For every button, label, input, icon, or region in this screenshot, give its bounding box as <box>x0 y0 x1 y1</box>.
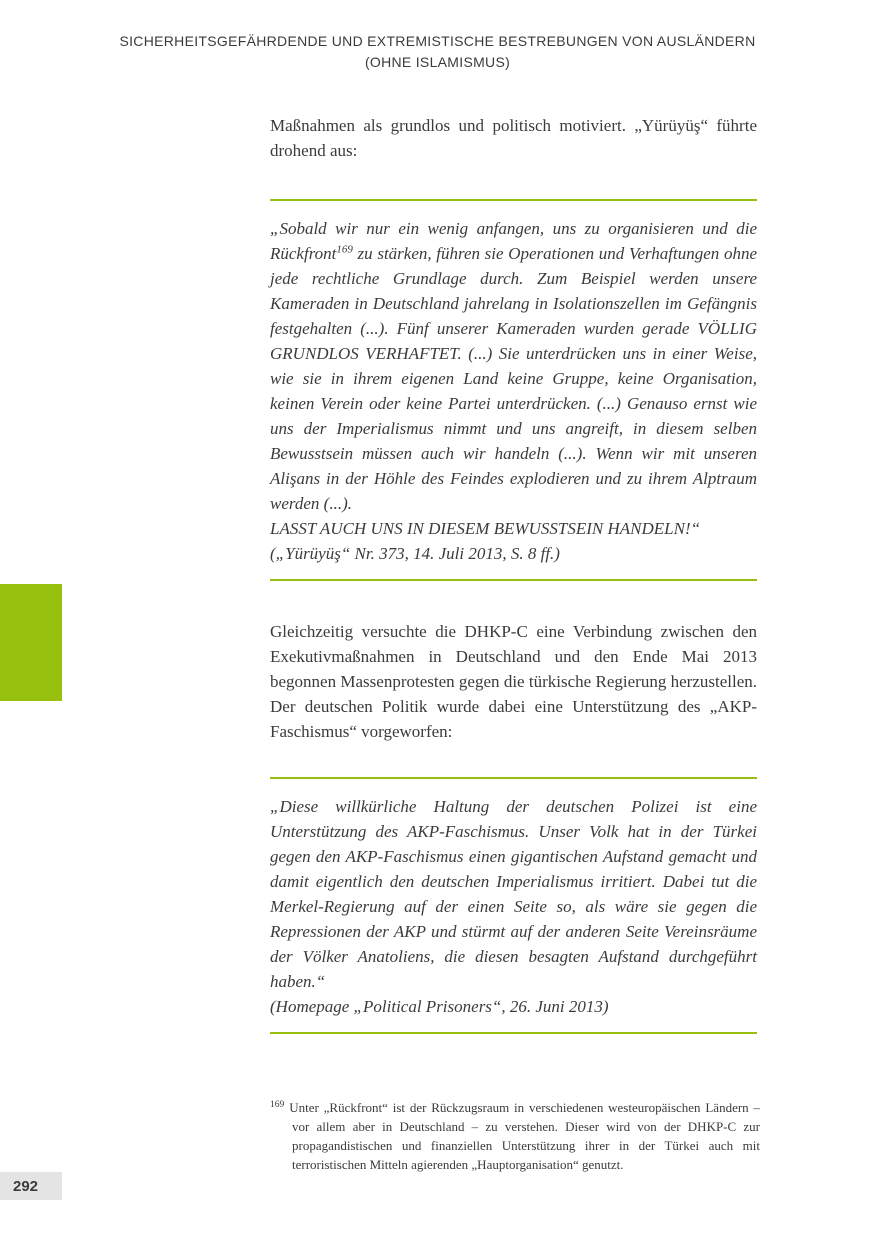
intro-paragraph: Maßnahmen als grundlos und politisch motiviert. „Yürüyüş“ führte drohend aus: <box>270 116 757 160</box>
quote2-body: „Diese willkürliche Haltung der deutschen Polizei ist eine Unterstützung des AKP-Faschismus. Unser Volk hat in der Türkei gegen den AKP-Faschismus einen gigantischen Aufstand gemacht und damit eigentlich den deutschen Imperialismus irritiert. Dabei tut die Merkel-Regierung auf der einen Seite so, als wäre sie gegen die Repressionen der AKP und stürmt auf der anderen Seite Vereinsräume der Völker Anatoliens, die diesen besagten Aufstand durchgeführt haben.“ <box>270 797 757 991</box>
page-number: 292 <box>13 1177 39 1195</box>
quote1-text-before-ref: „Sobald wir nur ein wenig anfangen, uns zu organisieren und die Rückfront <box>270 219 757 263</box>
footnote-number: 169 <box>270 1099 285 1110</box>
page-header <box>0 31 875 73</box>
content-column <box>270 113 757 1034</box>
quote1-text-after-ref: zu stärken, führen sie Operationen und Verhaftungen ohne jede rechtliche Grundlage durch. Zum Beispiel werden unsere Kameraden in Deutschland jahrelang in Isolationszellen im Gefängnis festgehalten (...). Fünf unserer Kameraden wurden gerade VÖLLIG GRUNDLOS VERHAFTET. (...) Sie unterdrücken uns in einer Weise, wie sie in ihrem eigenen Land keine Gruppe, keine Organisation, keinen Verein oder keine Partei unterdrücken. (...) Genauso ernst wie uns der Imperialismus nimmt und uns angreift, in diesem selben Bewusstsein müssen auch wir handeln (...). Wenn wir mit unseren Alişans in der Höhle des Feindes explodieren und zu ihrem Alptraum werden (...). <box>270 244 757 513</box>
header-title-line1: SICHERHEITSGEFÄHRDENDE UND EXTREMISTISCHE BESTREBUNGEN VON AUSLÄNDERN <box>119 33 756 49</box>
chapter-side-marker <box>0 584 62 701</box>
header-title-line2: (OHNE ISLAMISMUS) <box>364 54 511 70</box>
quote1-source-citation: („Yürüyüş“ Nr. 373, 14. Juli 2013, S. 8 ff.) <box>270 544 560 563</box>
quote1-exclamation-line: LASST AUCH UNS IN DIESEM BEWUSSTSEIN HANDELN!“ <box>270 519 701 538</box>
footnote-reference-169: 169 <box>336 243 353 256</box>
paragraph-2: Gleichzeitig versuchte die DHKP-C eine Verbindung zwischen den Exekutivmaßnahmen in Deutschland und den Ende Mai 2013 begonnen Massenprotesten gegen die türkische Regierung herzustellen. Der deutschen Politik wurde dabei eine Unterstützung des „AKP-Faschismus“ vorgeworfen: <box>270 622 757 741</box>
quote-block-2 <box>270 777 757 1034</box>
quote1-body <box>270 216 757 516</box>
footnote-169 <box>270 1098 760 1174</box>
quote-block-1 <box>270 199 757 581</box>
footnote-text: Unter „Rückfront“ ist der Rückzugsraum in verschiedenen westeuropäischen Ländern – vor allem aber in Deutschland – zu verstehen. Dieser wird von der DHKP-C zur propagandistischen und finanziellen Unterstützung ihrer in der Türkei auch mit terroristischen Mitteln agierenden „Hauptorganisation“ genutzt. <box>289 1100 760 1172</box>
quote2-source-citation: (Homepage „Political Prisoners“, 26. Juni 2013) <box>270 997 609 1016</box>
page-number-bar <box>0 1172 62 1200</box>
